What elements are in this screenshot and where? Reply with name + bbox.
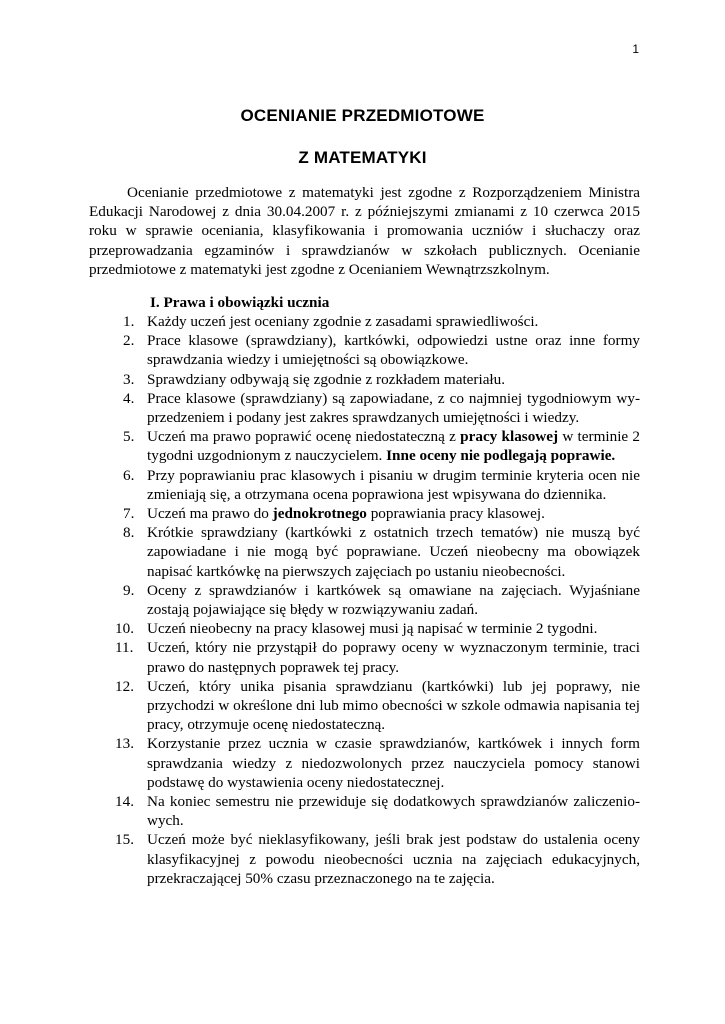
list-item-text: Oceny z sprawdzianów i kartkówek są omawiane na zajęciach. Wyjaśniane zostają pojawiające się błędy w rozwiązywaniu zadań. [147, 581, 640, 619]
list-item-text: Krótkie sprawdziany (kartkówki z ostatnich trzech tematów) nie muszą być zapowiadane i nie mogą być poprawiane. Uczeń nieobecny ma obowiązek napisać kartkówkę na pierwszych zajęciach po ustaniu nieobecności. [147, 524, 640, 580]
list-item-number: 1. [123, 313, 135, 330]
list-item-text: Prace klasowe (sprawdziany), kartkówki, odpowiedzi ustne oraz inne formy sprawdzania wiedzy i umiejętności są obowiązkowe. [147, 332, 640, 369]
list-item [89, 734, 640, 792]
list-item [89, 370, 640, 389]
emphasis-text: jednokrotnego [272, 505, 367, 523]
list-item-number: 12. [115, 677, 134, 695]
list-item [89, 427, 640, 465]
document-subtitle: Z MATEMATYKI [298, 148, 427, 167]
list-item-number: 10. [115, 620, 134, 638]
list-item-text: Uczeń ma prawo do [147, 505, 273, 523]
section-heading: I. Prawa i obowiązki ucznia [150, 294, 330, 311]
list-item-number: 11. [115, 639, 134, 657]
list-item [89, 638, 640, 676]
list-item [89, 312, 640, 331]
list-item-text: Uczeń ma prawo poprawić ocenę niedostateczną z [147, 428, 461, 446]
list-item-number: 6. [123, 466, 135, 484]
list-item-text: Przy poprawianiu prac klasowych i pisaniu w drugim terminie kryteria ocen nie zmieniają się, a otrzymana ocena poprawiona jest wpisywana do dziennika. [147, 466, 640, 503]
list-item-number: 3. [123, 370, 135, 388]
page-number: 1 [632, 42, 639, 56]
list-item-number: 14. [115, 793, 134, 811]
emphasis-text: pracy klasowej [460, 428, 559, 446]
list-item [89, 331, 640, 369]
list-item [89, 389, 640, 427]
list-item-number: 15. [115, 831, 134, 849]
document-title: OCENIANIE PRZEDMIOTOWE [240, 106, 485, 125]
list-item-text: Korzystanie przez ucznia w czasie sprawdzianów, kartkówek i innych form sprawdzania wiedzy z niedozwolonych przez nauczyciela pomocy stanowi podstawę do wystawienia oceny niedostatecznej. [147, 735, 640, 791]
list-item-number: 8. [123, 524, 135, 542]
list-item-text: Każdy uczeń jest oceniany zgodnie z zasadami sprawiedliwości. [147, 313, 539, 330]
list-item-text: poprawiania pracy klasowej. [366, 505, 545, 523]
list-item-text: w terminie 2 tygodni uzgodnionym z nauczycielem. [147, 428, 641, 465]
list-item-text: Sprawdziany odbywają się zgodnie z rozkładem materiału. [147, 370, 506, 388]
list-item [89, 466, 640, 504]
list-item-number: 2. [123, 332, 135, 350]
emphasis-text: Inne oceny nie podlegają poprawie. [386, 447, 616, 465]
list-item-number: 7. [123, 505, 135, 523]
list-item-text: Na koniec semestru nie przewiduje się dodatkowych sprawdzianów zaliczeniowych. [147, 793, 640, 830]
list-item-number: 13. [115, 735, 134, 753]
list-item-text: Prace klasowe (sprawdziany) są zapowiadane, z co najmniej tygodniowym wyprzedzeniem i podany jest zakres sprawdzanych umiejętności i wiedzy. [147, 389, 640, 427]
list-item [89, 581, 640, 619]
list-item [89, 792, 640, 830]
list-item-text: Uczeń może być nieklasyfikowany, jeśli brak jest podstaw do ustalenia oceny klasyfikacyjnej z powodu nieobecności ucznia na zajęciach edukacyjnych, przekraczającej 50% czasu przeznaczonego na te zajęcia. [147, 831, 640, 887]
list-item [89, 523, 640, 581]
list-item-text: Uczeń, który nie przystąpił do poprawy oceny w wyznaczonym terminie, traci prawo do następnych poprawek tej pracy. [147, 639, 640, 676]
intro-paragraph: Ocenianie przedmiotowe z matematyki jest zgodne z Rozporządzeniem Ministra Edukacji Narodowej z dnia 30.04.2007 r. z późniejszymi zmianami z 10 czerwca 2015 roku w sprawie oceniania, klasyfikowania i promowania uczniów i słuchaczy oraz przeprowadzania egzaminów i sprawdzianów w szkołach publicznych. Ocenianie przedmiotowe z matematyki jest zgodne z Ocenianiem Wewnątrzszkolnym. [89, 184, 640, 278]
list-item-text: Uczeń, który unika pisania sprawdzianu (kartkówki) lub jej poprawy, nie przychodzi w określone dni lub mimo obecności w szkole odmawia napisania tej pracy, otrzymuje ocenę niedostateczną. [147, 677, 640, 734]
list-item-number: 4. [123, 389, 135, 407]
list-item [89, 619, 640, 638]
list-item-number: 5. [123, 428, 135, 446]
list-item-text: Uczeń nieobecny na pracy klasowej musi ją napisać w terminie 2 tygodni. [147, 620, 598, 638]
rules-list [89, 312, 640, 888]
list-item-number: 9. [123, 581, 135, 599]
list-item [89, 830, 640, 888]
list-item [89, 677, 640, 735]
list-item [89, 504, 640, 523]
